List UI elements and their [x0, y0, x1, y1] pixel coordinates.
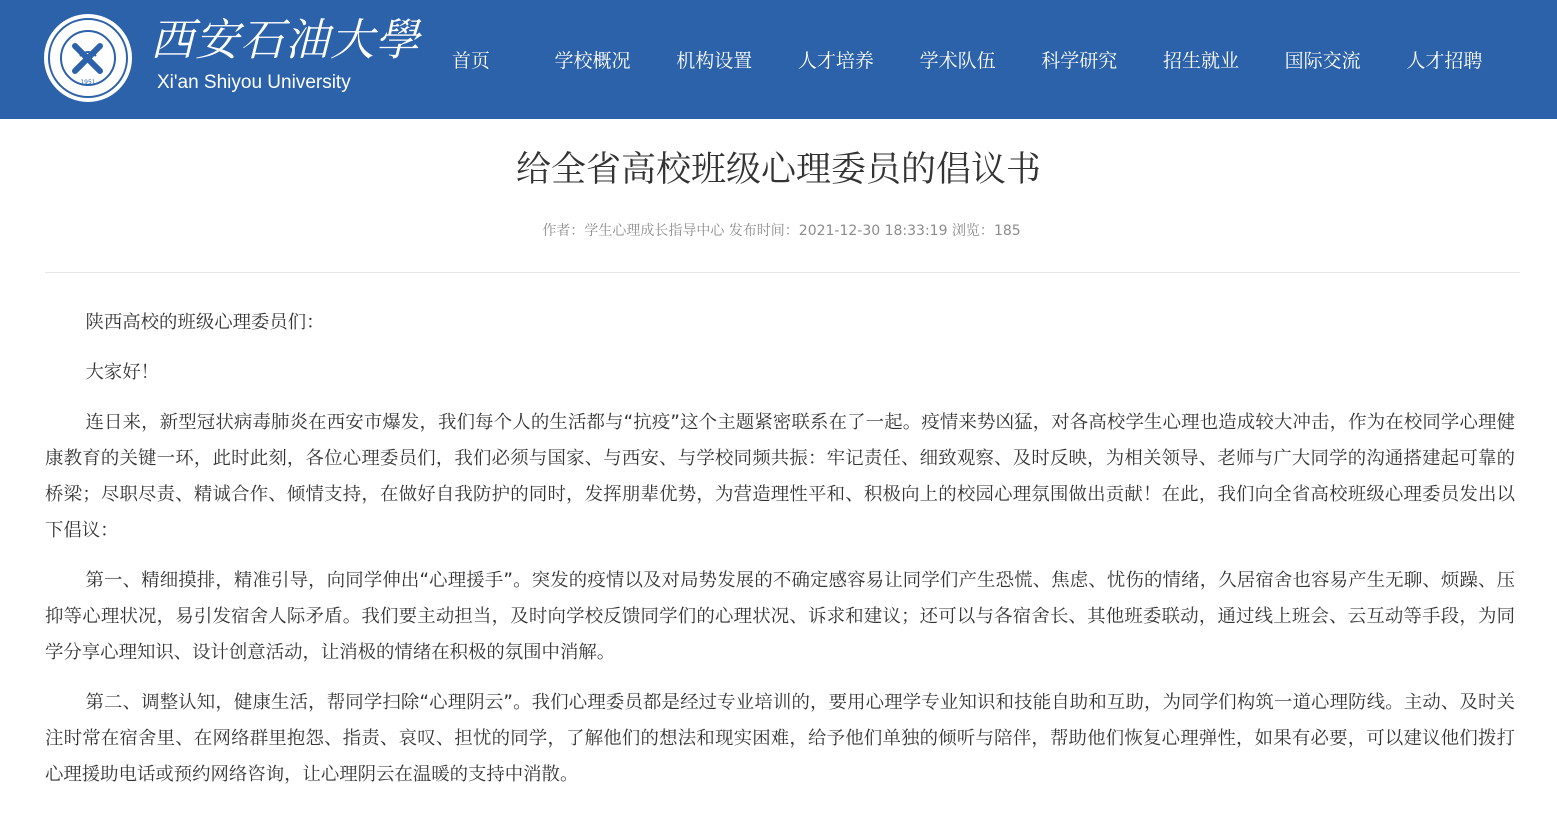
divider [45, 272, 1520, 273]
svg-text:1951: 1951 [80, 79, 96, 86]
university-seal-icon[interactable] [42, 12, 134, 104]
author-value: 学生心理成长指导中心 [584, 223, 725, 239]
brand-name-english: Xi'an Shiyou University [157, 72, 351, 93]
salutation: 陕西高校的班级心理委员们： [85, 312, 325, 333]
views-value: 185 [993, 223, 1021, 239]
views-label: 浏览： [951, 223, 994, 239]
nav-item-recruitment[interactable]: 人才招聘 [1406, 50, 1483, 72]
body-paragraph: 连日来，新型冠状病毒肺炎在西安市爆发，我们每个人的生活都与“抗疫”这个主题紧密联系在了一起。疫情来势凶猛，对各高校学生心理也造成较大冲击，作为在校同学心理健康教育的关键一环，此时此刻，各位心理委员们，我们必须与国家、与西安、与学校同频共振：牢记责任、细致观察、及时反映，为相关领导、老师与广大同学的沟通搭建起可靠的桥梁；尽职尽责、精诚合作、倾情支持，在做好自我防护的同时，发挥朋辈优势，为营造理性平和、积极向上的校园心理氛围做出贡献！在此，我们向全省高校班级心理委员发出以下倡议： [45, 412, 1515, 541]
nav-item-home[interactable]: 首页 [451, 50, 490, 72]
nav-item-international[interactable]: 国际交流 [1284, 50, 1361, 72]
article-meta [0, 221, 1557, 241]
greeting: 大家好！ [85, 362, 160, 383]
nav-item-admissions[interactable]: 招生就业 [1162, 50, 1239, 72]
nav-item-about[interactable]: 学校概况 [554, 50, 631, 72]
article-title: 给全省高校班级心理委员的倡议书 [515, 150, 1041, 190]
nav-item-research[interactable]: 科学研究 [1041, 50, 1118, 72]
brand-name-chinese: 西安石油大學 [150, 15, 420, 66]
nav-item-faculty[interactable]: 学术队伍 [919, 50, 996, 72]
body-paragraph: 第二、调整认知，健康生活，帮同学扫除“心理阴云”。我们心理委员都是经过专业培训的，要用心理学专业知识和技能自助和互助，为同学们构筑一道心理防线。主动、及时关注时常在宿舍里、在网络群里抱怨、指责、哀叹、担忧的同学，了解他们的想法和现实困难，给予他们单独的倾听与陪伴，帮助他们恢复心理弹性，如果有必要，可以建议他们拨打心理援助电话或预约网络咨询，让心理阴云在温暖的支持中消散。 [45, 692, 1515, 785]
body-paragraph: 第一、精细摸排，精准引导，向同学伸出“心理援手”。突发的疫情以及对局势发展的不确定感容易让同学们产生恐慌、焦虑、忧伤的情绪，久居宿舍也容易产生无聊、烦躁、压抑等心理状况，易引发宿舍人际矛盾。我们要主动担当，及时向学校反馈同学们的心理状况、诉求和建议；还可以与各宿舍长、其他班委联动，通过线上班会、云互动等手段，为同学分享心理知识、设计创意活动，让消极的情绪在积极的氛围中消解。 [45, 570, 1515, 663]
nav-item-organization[interactable]: 机构设置 [676, 50, 753, 72]
date-value: 2021-12-30 18:33:19 [798, 223, 948, 239]
main-nav [410, 0, 1505, 119]
date-label: 发布时间： [728, 223, 799, 239]
site-header [0, 0, 1557, 119]
nav-item-education[interactable]: 人才培养 [797, 50, 874, 72]
author-label: 作者： [542, 223, 585, 239]
article-body [45, 305, 1515, 807]
